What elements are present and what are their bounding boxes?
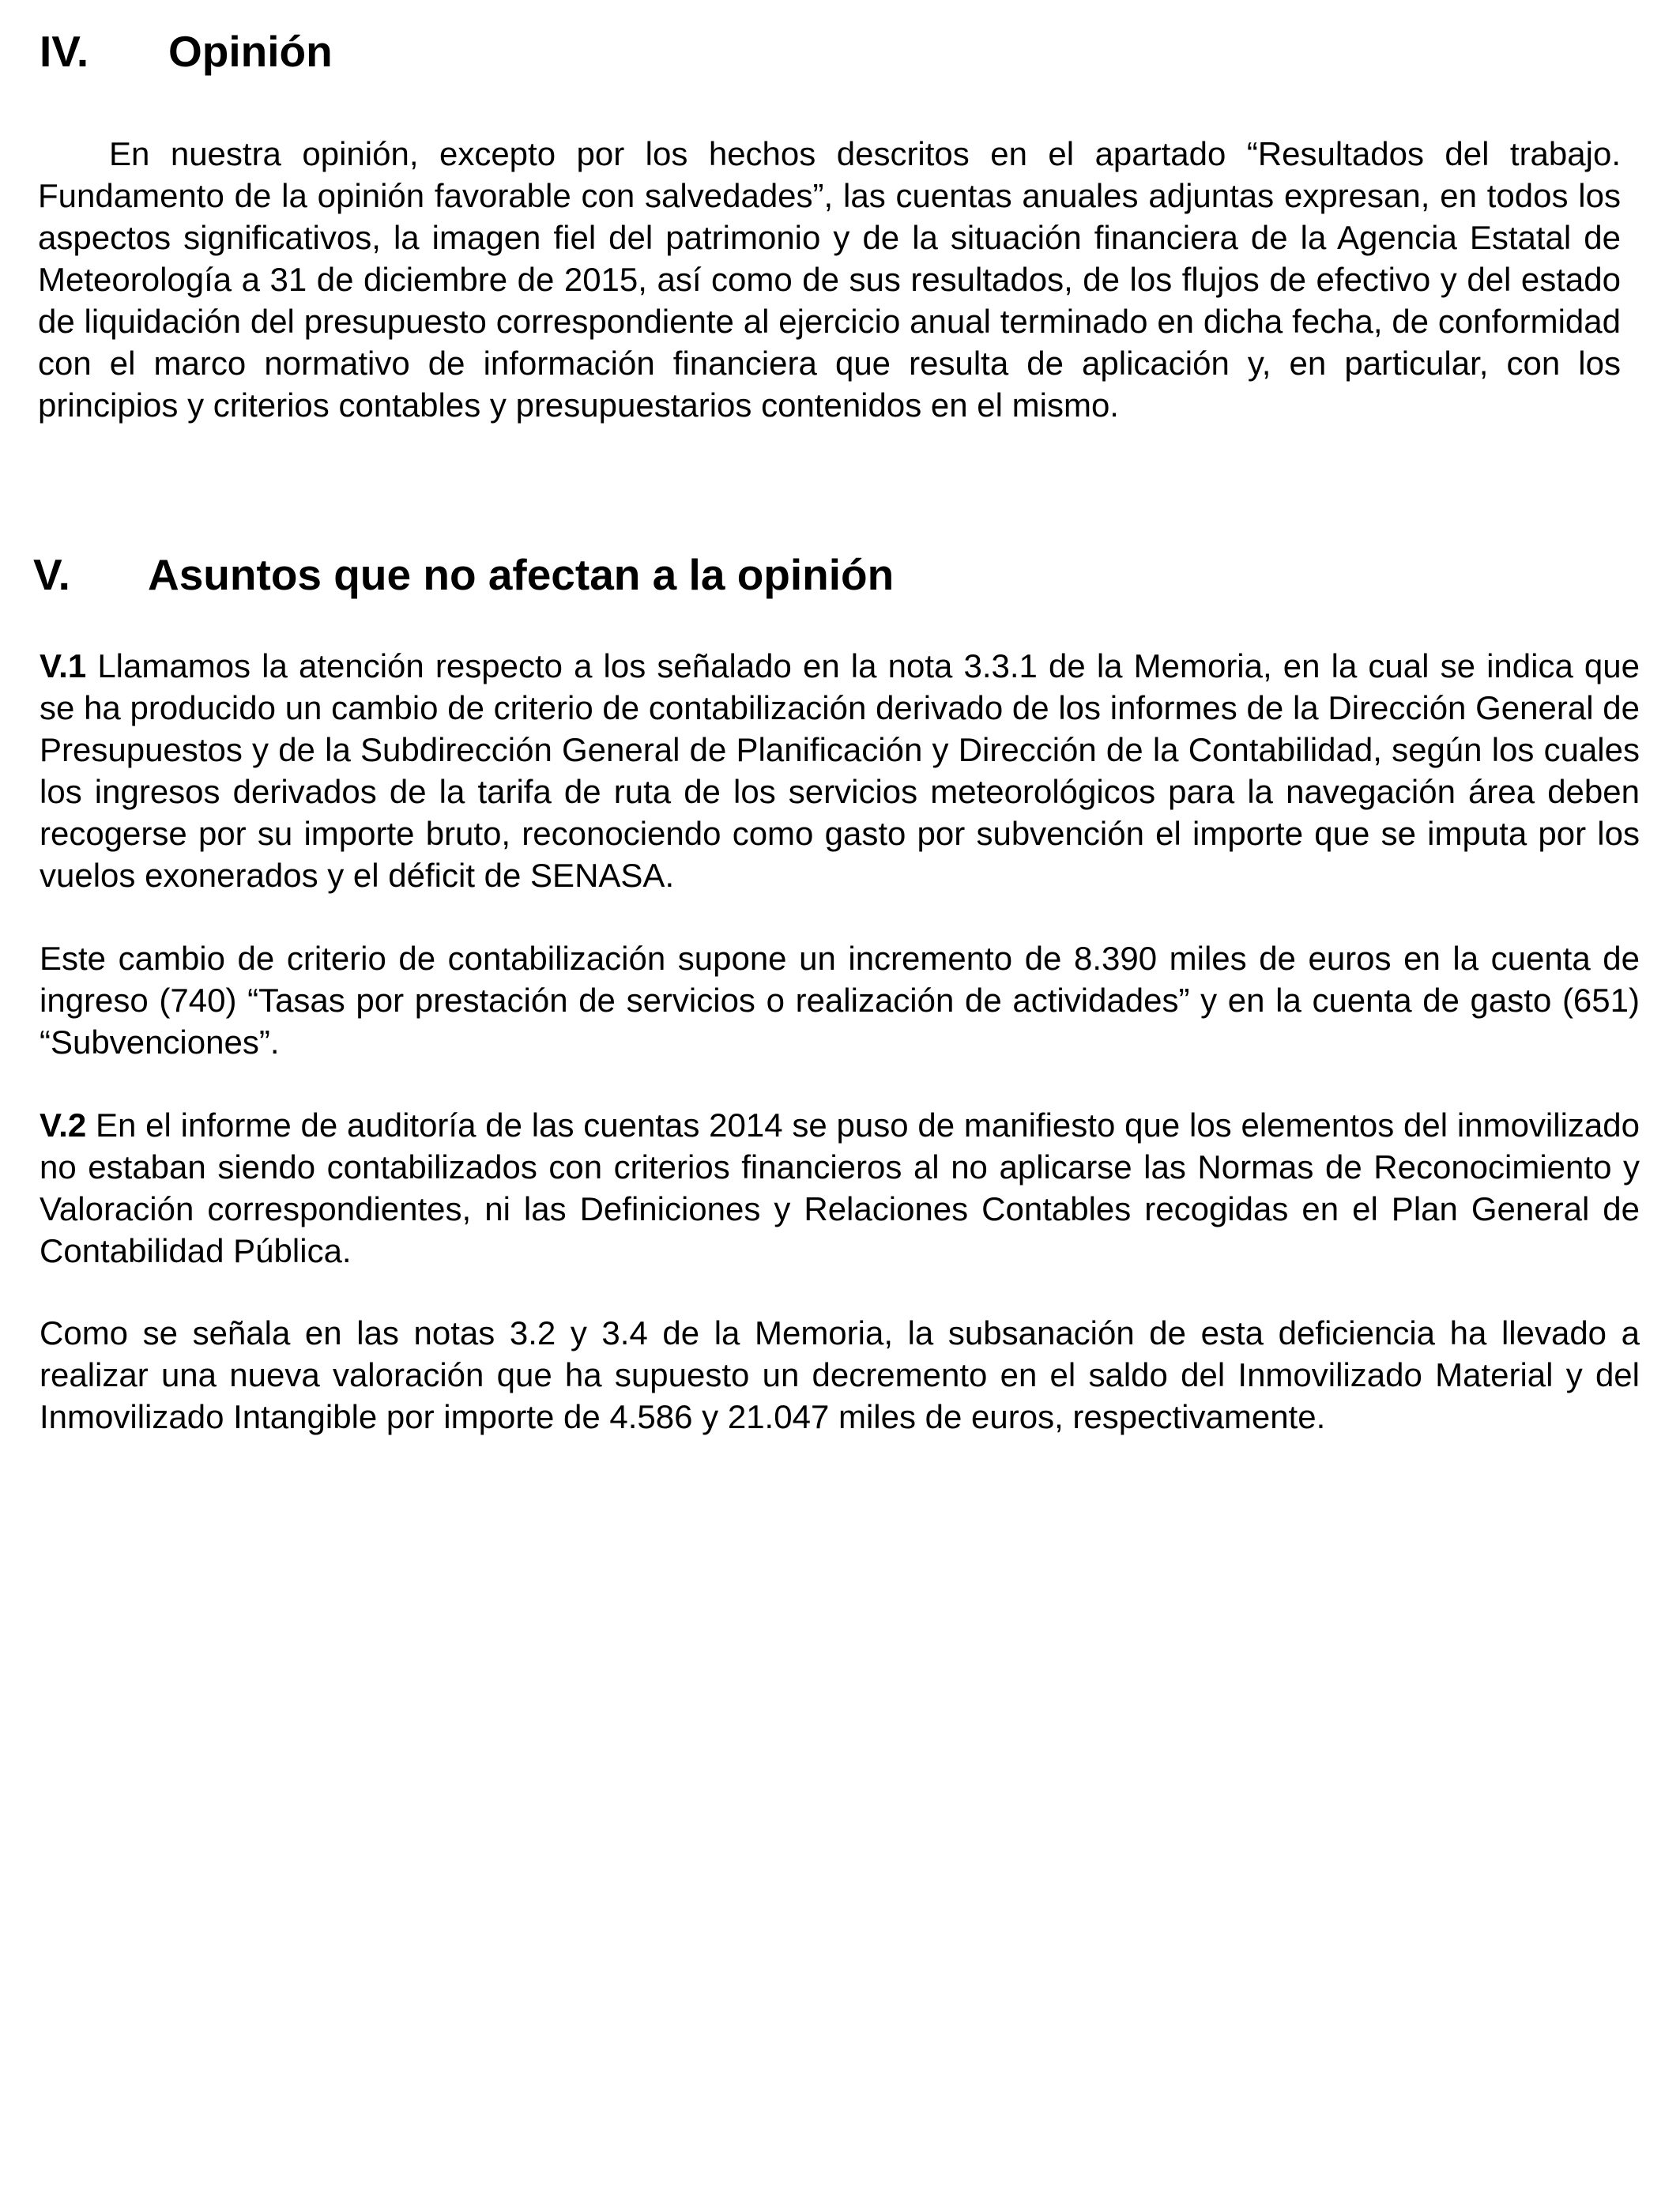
paragraph-v1-followup: Este cambio de criterio de contabilización supone un incremento de 8.390 miles de euros en la cuenta de ingreso (740) “Tasas por prestación de servicios o realización de actividades” y en la cuenta de gasto (651) “Subvenciones”.	[40, 940, 1640, 1061]
paragraph-v2-followup: Como se señala en las notas 3.2 y 3.4 de la Memoria, la subsanación de esta deficiencia ha llevado a realizar una nueva valoración que ha supuesto un decremento en el saldo del Inmovilizado Material y del Inmovilizado Intangible por importe de 4.586 y 21.047 miles de euros, respectivamente.	[40, 1314, 1640, 1435]
paragraph-label: V.1	[40, 647, 87, 684]
paragraph-v2	[40, 1104, 1640, 1272]
section-number: V.	[33, 550, 70, 599]
paragraph-v1	[40, 645, 1640, 896]
section-title: Asuntos que no afectan a la opinión	[148, 550, 895, 599]
opinion-paragraph: En nuestra opinión, excepto por los hechos descritos en el apartado “Resultados del trabajo. Fundamento de la opinión favorable con salvedades”, las cuentas anuales adjuntas expresan, en todos los aspectos significativos, la imagen fiel del patrimonio y de la situación financiera de la Agencia Estatal de Meteorología a 31 de diciembre de 2015, así como de sus resultados, de los flujos de efectivo y del estado de liquidación del presupuesto correspondiente al ejercicio anual terminado en dicha fecha, de conformidad con el marco normativo de información financiera que resulta de aplicación y, en particular, con los principios y criterios contables y presupuestarios contenidos en el mismo.	[38, 135, 1621, 424]
paragraph-label: V.2	[40, 1106, 87, 1144]
section-number: IV.	[40, 27, 89, 76]
paragraph-text: En el informe de auditoría de las cuentas 2014 se puso de manifiesto que los elementos del inmovilizado no estaban siendo contabilizados con criterios financieros al no aplicarse las Normas de Reconocimiento y Valoración correspondientes, ni las Definiciones y Relaciones Contables recogidas en el Plan General de Contabilidad Pública.	[40, 1106, 1640, 1269]
paragraph-text: Llamamos la atención respecto a los señalado en la nota 3.3.1 de la Memoria, en la cual se indica que se ha producido un cambio de criterio de contabilización derivado de los informes de la Dirección General de Presupuestos y de la Subdirección General de Planificación y Dirección de la Contabilidad, según los cuales los ingresos derivados de la tarifa de ruta de los servicios meteorológicos para la navegación área deben recogerse por su importe bruto, reconociendo como gasto por subvención el importe que se imputa por los vuelos exonerados y el déficit de SENASA.	[40, 647, 1640, 894]
section-title: Opinión	[168, 27, 333, 76]
